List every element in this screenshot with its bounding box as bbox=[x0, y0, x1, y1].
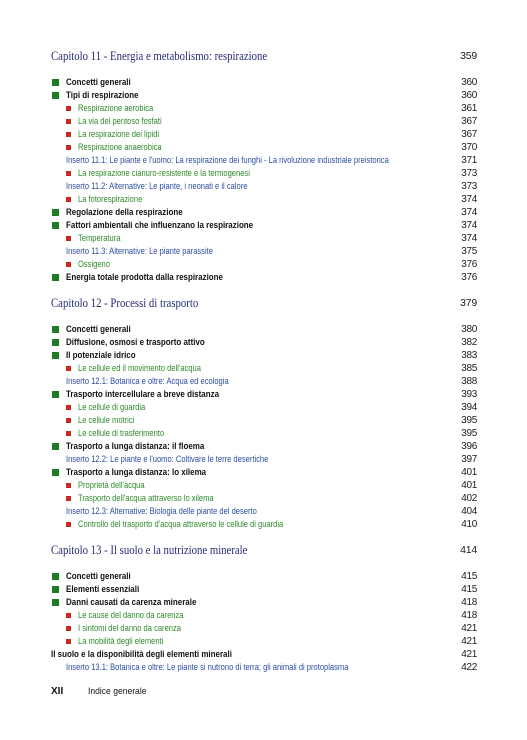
subsection-title: La respirazione dei lipidi bbox=[78, 129, 160, 139]
toc-subsection bbox=[51, 167, 477, 180]
section-title: Elementi essenziali bbox=[66, 584, 140, 595]
toc-section bbox=[51, 596, 477, 609]
green-square-icon bbox=[52, 326, 59, 333]
page-number: 374 bbox=[461, 207, 477, 218]
page-number: 401 bbox=[461, 480, 477, 491]
page-number: 367 bbox=[461, 116, 477, 127]
toc-section bbox=[51, 219, 477, 232]
section-title: Concetti generali bbox=[66, 571, 131, 582]
section-title: Trasporto a lunga distanza: lo xilema bbox=[66, 467, 207, 478]
red-square-icon bbox=[66, 639, 71, 644]
red-square-icon bbox=[66, 496, 71, 501]
red-square-icon bbox=[66, 119, 71, 124]
page-number: 395 bbox=[461, 415, 477, 426]
subsection-title: Controllo del trasporto d'acqua attraverso le cellule di guardia bbox=[78, 519, 284, 529]
chapter-title: Capitolo 13 - Il suolo e la nutrizione minerale bbox=[51, 543, 248, 557]
toc-subsection bbox=[51, 128, 477, 141]
red-square-icon bbox=[66, 483, 71, 488]
toc-section bbox=[51, 440, 477, 453]
toc-subsection bbox=[51, 258, 477, 271]
chapter-page-number: 379 bbox=[460, 297, 477, 309]
chapter-title: Capitolo 11 - Energia e metabolismo: respirazione bbox=[51, 49, 268, 63]
page-number: 421 bbox=[461, 623, 477, 634]
chapter-heading bbox=[51, 296, 477, 310]
subsection-title: Proprietà dell'acqua bbox=[78, 480, 145, 490]
page-number: 360 bbox=[461, 77, 477, 88]
page-number: 382 bbox=[461, 337, 477, 348]
toc-subsection bbox=[51, 622, 477, 635]
page-number: 373 bbox=[461, 181, 477, 192]
toc-box-entry bbox=[51, 505, 477, 518]
page-number: 375 bbox=[461, 246, 477, 257]
toc-box-entry bbox=[51, 180, 477, 193]
page-number: 373 bbox=[461, 168, 477, 179]
red-square-icon bbox=[66, 236, 71, 241]
chapter-title: Capitolo 12 - Processi di trasporto bbox=[51, 296, 199, 310]
subsection-title: I sintomi del danno da carenza bbox=[78, 623, 181, 633]
red-square-icon bbox=[66, 405, 71, 410]
green-square-icon bbox=[52, 573, 59, 580]
section-title: Trasporto intercellulare a breve distanza bbox=[66, 389, 220, 400]
page-number: 421 bbox=[461, 636, 477, 647]
toc-subsection bbox=[51, 609, 477, 622]
green-square-icon bbox=[52, 339, 59, 346]
page-number: 374 bbox=[461, 194, 477, 205]
chapter-page-number: 359 bbox=[460, 50, 477, 62]
red-square-icon bbox=[66, 132, 71, 137]
page-number: 380 bbox=[461, 324, 477, 335]
toc-section bbox=[51, 323, 477, 336]
page-folio: XII bbox=[51, 686, 64, 697]
subsection-title: La via dei pentoso fosfati bbox=[78, 116, 162, 126]
toc-box-entry bbox=[51, 661, 477, 674]
toc-subsection bbox=[51, 193, 477, 206]
section-title: Danni causati da carenza minerale bbox=[66, 597, 197, 608]
toc-section bbox=[51, 89, 477, 102]
toc-subsection bbox=[51, 518, 477, 531]
section-title: Energia totale prodotta dalla respirazione bbox=[66, 272, 223, 283]
page-number: 370 bbox=[461, 142, 477, 153]
page-number: 418 bbox=[461, 597, 477, 608]
red-square-icon bbox=[66, 522, 71, 527]
page-number: 394 bbox=[461, 402, 477, 413]
section-title: Diffusione, osmosi e trasporto attivo bbox=[66, 337, 205, 348]
green-square-icon bbox=[52, 79, 59, 86]
toc-section bbox=[51, 570, 477, 583]
toc-section bbox=[51, 349, 477, 362]
page-number: 415 bbox=[461, 584, 477, 595]
page-number: 376 bbox=[461, 259, 477, 270]
box-title: Inserto 11.3: Alternative: Le piante parassite bbox=[66, 246, 213, 256]
green-square-icon bbox=[52, 352, 59, 359]
page-number: 371 bbox=[461, 155, 477, 166]
toc-section bbox=[51, 466, 477, 479]
green-square-icon bbox=[52, 209, 59, 216]
page-number: 401 bbox=[461, 467, 477, 478]
toc-subsection bbox=[51, 414, 477, 427]
page-number: 360 bbox=[461, 90, 477, 101]
page-number: 397 bbox=[461, 454, 477, 465]
toc-section bbox=[51, 206, 477, 219]
page-number: 415 bbox=[461, 571, 477, 582]
toc-section bbox=[51, 76, 477, 89]
running-title: Indice generale bbox=[88, 686, 147, 697]
red-square-icon bbox=[66, 418, 71, 423]
subsection-title: Temperatura bbox=[78, 233, 121, 243]
toc-section bbox=[51, 388, 477, 401]
box-title: Inserto 11.2: Alternative: Le piante, i neonati e il calore bbox=[66, 181, 248, 191]
page-number: 367 bbox=[461, 129, 477, 140]
green-square-icon bbox=[52, 443, 59, 450]
page-number: 422 bbox=[461, 662, 477, 673]
toc-box-entry bbox=[51, 375, 477, 388]
toc-subsection bbox=[51, 115, 477, 128]
section-title: Il suolo e la disponibilità degli elementi minerali bbox=[51, 649, 232, 660]
subsection-title: Le cellule ed il movimento dell'acqua bbox=[78, 363, 201, 373]
section-title: Il potenziale idrico bbox=[66, 350, 136, 361]
subsection-title: La mobilità degli elementi bbox=[78, 636, 164, 646]
subsection-title: La respirazione cianuro-resistente e la termogenesi bbox=[78, 168, 250, 178]
toc-subsection bbox=[51, 232, 477, 245]
red-square-icon bbox=[66, 431, 71, 436]
page-number: 376 bbox=[461, 272, 477, 283]
box-title: Inserto 13.1: Botanica e oltre: Le piante si nutrono di terra; gli animali di protoplasma bbox=[66, 662, 349, 672]
subsection-title: Respirazione anaerobica bbox=[78, 142, 162, 152]
page-number: 396 bbox=[461, 441, 477, 452]
page-number: 395 bbox=[461, 428, 477, 439]
subsection-title: Le cellule di trasferimento bbox=[78, 428, 165, 438]
page-number: 410 bbox=[461, 519, 477, 530]
green-square-icon bbox=[52, 599, 59, 606]
green-square-icon bbox=[52, 586, 59, 593]
chapter-page-number: 414 bbox=[460, 544, 477, 556]
toc-section bbox=[51, 271, 477, 284]
red-square-icon bbox=[66, 366, 71, 371]
page-number: 393 bbox=[461, 389, 477, 400]
section-title: Tipi di respirazione bbox=[66, 90, 139, 101]
box-title: Inserto 12.2: Le piante e l'uomo: Coltivare le terre desertiche bbox=[66, 454, 269, 464]
page-number: 374 bbox=[461, 233, 477, 244]
page-number: 388 bbox=[461, 376, 477, 387]
box-title: Inserto 12.3: Alternative: Biologia delle piante del deserto bbox=[66, 506, 257, 516]
subsection-title: Le cause del danno da carenza bbox=[78, 610, 184, 620]
red-square-icon bbox=[66, 171, 71, 176]
page-number: 385 bbox=[461, 363, 477, 374]
green-square-icon bbox=[52, 92, 59, 99]
toc-subsection bbox=[51, 102, 477, 115]
toc-subsection bbox=[51, 362, 477, 375]
section-title: Concetti generali bbox=[66, 324, 131, 335]
toc-section bbox=[51, 336, 477, 349]
page-number: 402 bbox=[461, 493, 477, 504]
toc-subsection bbox=[51, 492, 477, 505]
chapter-heading bbox=[51, 49, 477, 63]
subsection-title: Le cellule di guardia bbox=[78, 402, 146, 412]
toc-section bbox=[51, 648, 477, 661]
red-square-icon bbox=[66, 262, 71, 267]
toc-section bbox=[51, 583, 477, 596]
page-number: 374 bbox=[461, 220, 477, 231]
table-of-contents bbox=[51, 49, 477, 674]
chapter-heading bbox=[51, 543, 477, 557]
page-number: 404 bbox=[461, 506, 477, 517]
section-title: Fattori ambientali che influenzano la respirazione bbox=[66, 220, 254, 231]
toc-subsection bbox=[51, 401, 477, 414]
toc-subsection bbox=[51, 479, 477, 492]
section-title: Trasporto a lunga distanza: il floema bbox=[66, 441, 205, 452]
subsection-title: Respirazione aerobica bbox=[78, 103, 154, 113]
red-square-icon bbox=[66, 197, 71, 202]
box-title: Inserto 11.1: Le piante e l'uomo: La respirazione dei funghi - La rivoluzione industriale preistorica bbox=[66, 155, 389, 165]
red-square-icon bbox=[66, 145, 71, 150]
red-square-icon bbox=[66, 106, 71, 111]
section-title: Concetti generali bbox=[66, 77, 131, 88]
green-square-icon bbox=[52, 274, 59, 281]
subsection-title: Le cellule motrici bbox=[78, 415, 135, 425]
box-title: Inserto 12.1: Botanica e oltre: Acqua ed ecologia bbox=[66, 376, 229, 386]
red-square-icon bbox=[66, 626, 71, 631]
toc-box-entry bbox=[51, 453, 477, 466]
toc-subsection bbox=[51, 635, 477, 648]
subsection-title: Trasporto dell'acqua attraverso lo xilema bbox=[78, 493, 214, 503]
green-square-icon bbox=[52, 469, 59, 476]
subsection-title: Ossigeno bbox=[78, 259, 110, 269]
green-square-icon bbox=[52, 391, 59, 398]
page-number: 361 bbox=[461, 103, 477, 114]
page-number: 421 bbox=[461, 649, 477, 660]
section-title: Regolazione della respirazione bbox=[66, 207, 183, 218]
green-square-icon bbox=[52, 222, 59, 229]
red-square-icon bbox=[66, 613, 71, 618]
page-footer bbox=[51, 685, 271, 699]
toc-box-entry bbox=[51, 245, 477, 258]
toc-box-entry bbox=[51, 154, 477, 167]
page-number: 383 bbox=[461, 350, 477, 361]
toc-subsection bbox=[51, 427, 477, 440]
page-number: 418 bbox=[461, 610, 477, 621]
subsection-title: La fotorespirazione bbox=[78, 194, 143, 204]
toc-subsection bbox=[51, 141, 477, 154]
